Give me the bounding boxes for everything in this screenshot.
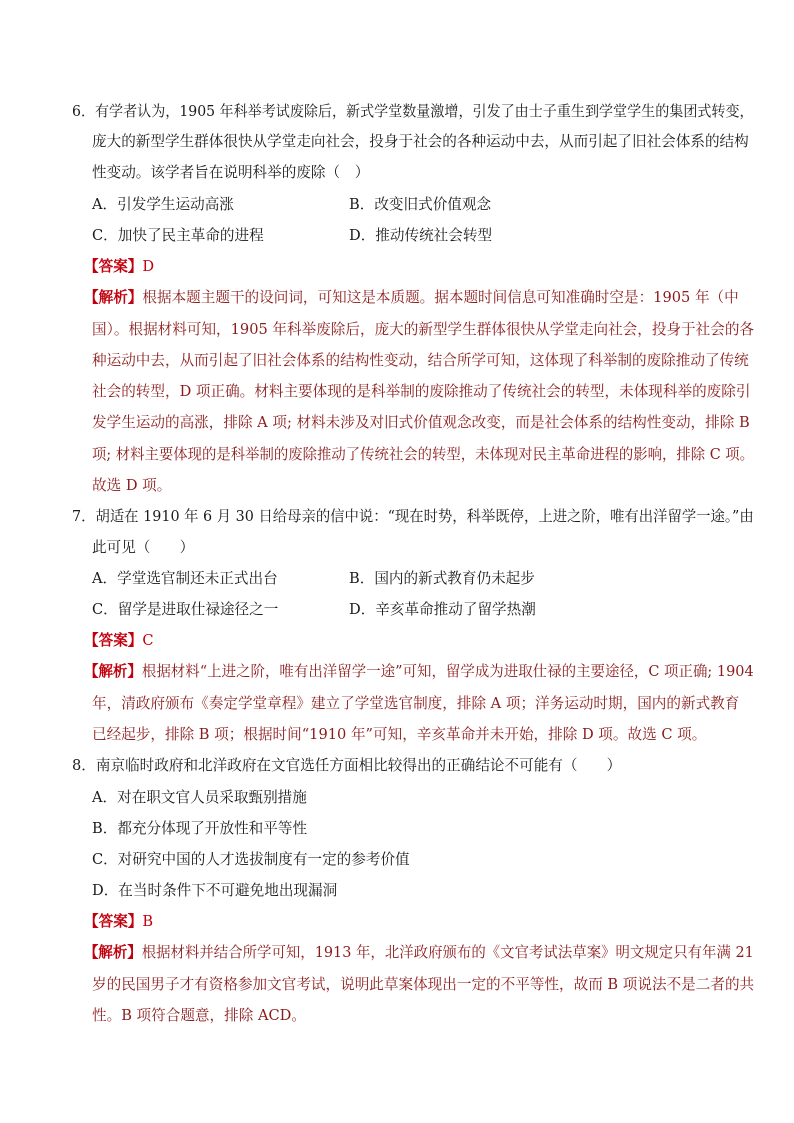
analysis-tag: 【解析】 xyxy=(84,944,142,961)
question-6-option-b: B．改变旧式价值观念 xyxy=(349,196,492,213)
answer-tag: 【答案】 xyxy=(84,258,143,275)
question-6-answer xyxy=(84,257,154,277)
question-7-option-b: B．国内的新式教育仍未起步 xyxy=(349,570,535,587)
question-6-analysis-line-4: 社会的转型，D 项正确。材料主要体现的是科举制的废除推动了传统社会的转型，未体现科举的废除引 xyxy=(92,383,751,400)
analysis-tag: 【解析】 xyxy=(84,663,142,680)
answer-value: D xyxy=(142,258,155,275)
question-6-stem-line-1: 6．有学者认为，1905 年科举考试废除后，新式学堂数量激增，引发了由士子重生到学堂学生的集团式转变， xyxy=(72,103,754,120)
question-7-stem-line-2: 此可见（ ） xyxy=(92,539,195,556)
answer-value: C xyxy=(142,632,154,649)
question-8-option-c: C．对研究中国的人才选拔制度有一定的参考价值 xyxy=(92,851,410,868)
question-7-option-d: D．辛亥革命推动了留学热潮 xyxy=(349,601,536,618)
answer-tag: 【答案】 xyxy=(84,632,143,649)
question-7-answer xyxy=(84,631,154,651)
question-8-stem-line-1: 8．南京临时政府和北洋政府在文官选任方面相比较得出的正确结论不可能有（ ） xyxy=(72,757,622,774)
question-8-answer xyxy=(84,912,153,932)
question-7-analysis-line-2: 年，清政府颁布《奏定学堂章程》建立了学堂选官制度，排除 A 项；洋务运动时期，国内的新式教育 xyxy=(92,695,740,712)
question-8-analysis-line-2: 岁的民国男子才有资格参加文官考试，说明此草案体现出一定的不平等性，故而 B 项说法不是二者的共 xyxy=(92,976,755,993)
answer-tag: 【答案】 xyxy=(84,913,143,930)
question-7-analysis-line-1 xyxy=(84,662,754,682)
question-8-option-a: A．对在职文官人员采取甄别措施 xyxy=(92,789,307,806)
question-6-option-a: A．引发学生运动高涨 xyxy=(92,196,234,213)
question-6-stem-line-2: 庞大的新型学生群体很快从学堂走向社会，投身于社会的各种运动中去，从而引起了旧社会体系的结构 xyxy=(92,133,749,150)
question-7-analysis-line-3: 已经起步，排除 B 项；根据时间“1910 年”可知，辛亥革命并未开始，排除 D 项。故选 C 项。 xyxy=(92,726,707,743)
question-7-stem-line-1: 7．胡适在 1910 年 6 月 30 日给母亲的信中说：“现在时势，科举既停，上进之阶，唯有出洋留学一途。”由 xyxy=(72,508,754,525)
analysis-text: 根据材料“上进之阶，唯有出洋留学一途”可知，留学成为进取仕禄的主要途径，C 项正确; 1904 xyxy=(141,663,754,680)
analysis-text: 根据本题主题干的设问词，可知这是本质题。据本题时间信息可知准确时空是：1905 年（中 xyxy=(142,289,739,306)
question-8-analysis-line-3: 性。B 项符合题意，排除 ACD。 xyxy=(92,1007,306,1024)
question-8-analysis-line-1 xyxy=(84,943,754,963)
question-6-analysis-line-7: 故选 D 项。 xyxy=(92,477,172,494)
analysis-tag: 【解析】 xyxy=(84,289,143,306)
question-8-option-d: D．在当时条件下不可避免地出现漏洞 xyxy=(92,882,338,899)
analysis-text: 根据材料并结合所学可知，1913 年，北洋政府颁布的《文官考试法草案》明文规定只有年满 21 xyxy=(141,944,754,961)
question-6-analysis-line-6: 项; 材料主要体现的是科举制的废除推动了传统社会的转型，未体现对民主革命进程的影响，排除 C 项。 xyxy=(92,446,755,463)
question-7-option-a: A．学堂选官制还未正式出台 xyxy=(92,570,278,587)
question-8-option-b: B．都充分体现了开放性和平等性 xyxy=(92,820,308,837)
answer-value: B xyxy=(142,913,154,930)
question-6-analysis-line-2: 国）。根据材料可知，1905 年科举废除后，庞大的新型学生群体很快从学堂走向社会，投身于社会的各 xyxy=(92,321,755,338)
question-6-analysis-line-5: 发学生运动的高涨，排除 A 项; 材料未涉及对旧式价值观念改变，而是社会体系的结构性变动，排除 B xyxy=(92,414,750,431)
question-7-option-c: C．留学是进取仕禄途径之一 xyxy=(92,601,279,618)
question-6-option-c: C．加快了民主革命的进程 xyxy=(92,227,264,244)
question-6-analysis-line-3: 种运动中去，从而引起了旧社会体系的结构性变动，结合所学可知，这体现了科举制的废除推动了传统 xyxy=(92,352,749,369)
question-6-analysis-line-1 xyxy=(84,288,739,308)
question-6-stem-line-3: 性变动。该学者旨在说明科举的废除（ ） xyxy=(92,164,370,181)
question-6-option-d: D．推动传统社会转型 xyxy=(349,227,493,244)
